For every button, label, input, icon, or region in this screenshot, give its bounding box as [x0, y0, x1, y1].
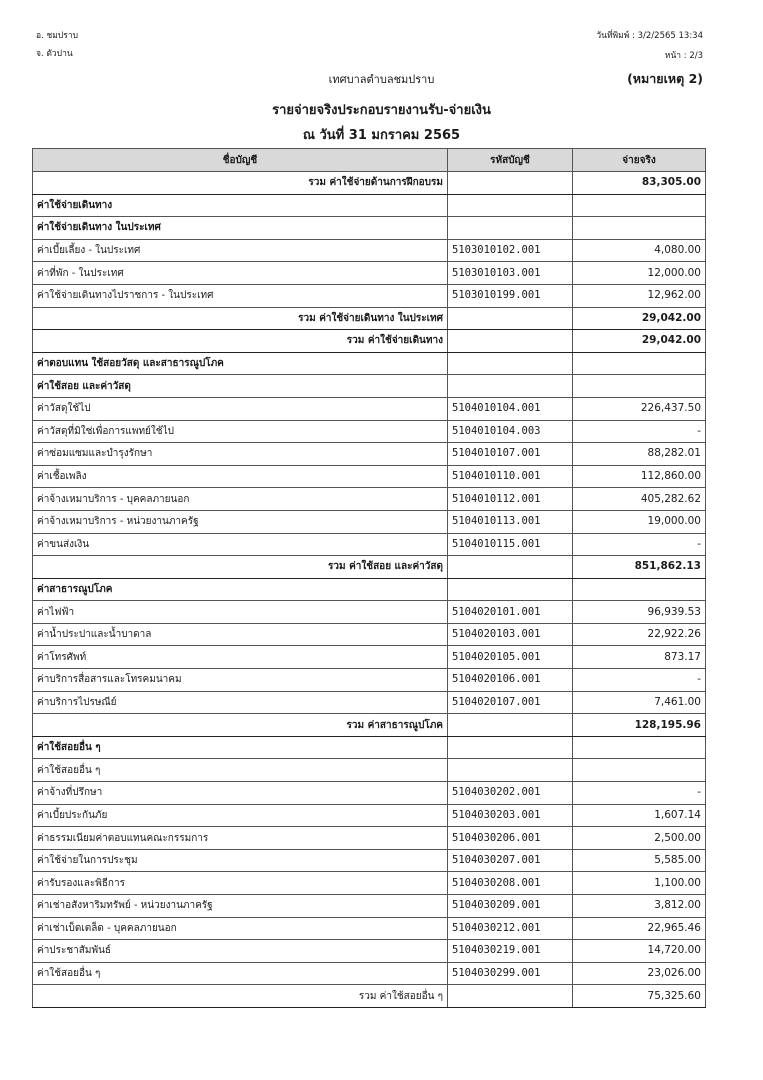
table-row	[33, 736, 706, 759]
amount-cell: 1,100.00	[573, 872, 706, 895]
account-name-cell: ค่าใช้สอย และค่าวัสดุ	[33, 375, 448, 398]
account-code-cell: 5104030202.001	[448, 782, 573, 805]
amount-cell: 5,585.00	[573, 849, 706, 872]
account-code-cell: 5103010199.001	[448, 284, 573, 307]
amount-cell: 22,965.46	[573, 917, 706, 940]
account-name-cell: รวม ค่าใช้จ่ายเดินทาง ในประเทศ	[33, 307, 448, 330]
amount-cell: 75,325.60	[573, 985, 706, 1008]
account-name-cell: ค่าที่พัก - ในประเทศ	[33, 262, 448, 285]
table-row	[33, 601, 706, 624]
table-row	[33, 217, 706, 240]
amount-cell	[573, 375, 706, 398]
account-name-cell: ค่าสาธารณูปโภค	[33, 578, 448, 601]
table-row	[33, 375, 706, 398]
amount-cell	[573, 759, 706, 782]
account-name-cell: ค่าขนส่งเงิน	[33, 533, 448, 556]
account-code-cell	[448, 985, 573, 1008]
account-name-cell: ค่าใช้จ่ายเดินทางไปราชการ - ในประเทศ	[33, 284, 448, 307]
page-number: หน้า : 2/3	[664, 51, 703, 61]
amount-cell: 29,042.00	[573, 307, 706, 330]
district-label: อ. ชมปราบ	[36, 31, 79, 41]
table-row	[33, 194, 706, 217]
table-row	[33, 646, 706, 669]
account-code-cell: 5104010115.001	[448, 533, 573, 556]
account-code-cell: 5104030203.001	[448, 804, 573, 827]
account-name-cell: ค่าใช้จ่ายเดินทาง	[33, 194, 448, 217]
account-name-cell: ค่ารับรองและพิธีการ	[33, 872, 448, 895]
table-row	[33, 420, 706, 443]
amount-cell: 851,862.13	[573, 556, 706, 579]
table-row	[33, 985, 706, 1008]
amount-cell	[573, 217, 706, 240]
table-row	[33, 556, 706, 579]
account-code-cell	[448, 194, 573, 217]
table-row	[33, 782, 706, 805]
account-name-cell: ค่าวัสดุที่มิใช่เพื่อการแพทย์ใช้ไป	[33, 420, 448, 443]
account-code-cell	[448, 330, 573, 353]
amount-cell: 4,080.00	[573, 239, 706, 262]
amount-cell: 14,720.00	[573, 940, 706, 963]
table-row	[33, 284, 706, 307]
account-code-cell	[448, 375, 573, 398]
table-row	[33, 578, 706, 601]
account-name-cell: ค่าไฟฟ้า	[33, 601, 448, 624]
table-row	[33, 895, 706, 918]
account-code-cell	[448, 578, 573, 601]
account-name-cell: รวม ค่าใช้จ่ายด้านการฝึกอบรม	[33, 172, 448, 195]
account-code-cell: 5104030219.001	[448, 940, 573, 963]
amount-cell: 7,461.00	[573, 691, 706, 714]
account-code-cell	[448, 352, 573, 375]
account-name-cell: ค่าโทรศัพท์	[33, 646, 448, 669]
account-name-cell: รวม ค่าใช้สอย และค่าวัสดุ	[33, 556, 448, 579]
account-code-cell: 5104010112.001	[448, 488, 573, 511]
account-name-cell: ค่าบริการสื่อสารและโทรคมนาคม	[33, 669, 448, 692]
account-name-cell: ค่าตอบแทน ใช้สอยวัสดุ และสาธารณูปโภค	[33, 352, 448, 375]
amount-cell: 2,500.00	[573, 827, 706, 850]
account-name-cell: ค่าจ้างเหมาบริการ - บุคคลภายนอก	[33, 488, 448, 511]
account-code-cell	[448, 172, 573, 195]
table-row	[33, 443, 706, 466]
amount-cell: -	[573, 669, 706, 692]
account-name-cell: ค่าใช้สอยอื่น ๆ	[33, 962, 448, 985]
account-code-cell	[448, 556, 573, 579]
table-row	[33, 714, 706, 737]
account-code-cell	[448, 217, 573, 240]
amount-cell: 83,305.00	[573, 172, 706, 195]
account-code-cell: 5103010102.001	[448, 239, 573, 262]
print-date: วันที่พิมพ์ : 3/2/2565 13:34	[596, 31, 703, 41]
amount-cell: 19,000.00	[573, 510, 706, 533]
table-row	[33, 691, 706, 714]
account-code-cell: 5103010103.001	[448, 262, 573, 285]
note-label: (หมายเหตุ 2)	[627, 71, 703, 86]
account-name-cell: ค่าวัสดุใช้ไป	[33, 397, 448, 420]
account-name-cell: ค่าเชื้อเพลิง	[33, 465, 448, 488]
column-header-account-name: ชื่อบัญชี	[33, 149, 448, 172]
table-row	[33, 172, 706, 195]
table-header-row	[33, 149, 706, 172]
amount-cell	[573, 578, 706, 601]
table-row	[33, 239, 706, 262]
table-row	[33, 510, 706, 533]
amount-cell	[573, 194, 706, 217]
table-row	[33, 669, 706, 692]
amount-cell: 96,939.53	[573, 601, 706, 624]
account-code-cell	[448, 736, 573, 759]
account-name-cell: ค่าบริการไปรษณีย์	[33, 691, 448, 714]
account-code-cell: 5104020103.001	[448, 623, 573, 646]
account-name-cell: ค่าเช่าเบ็ดเตล็ด - บุคคลภายนอก	[33, 917, 448, 940]
table-row	[33, 488, 706, 511]
table-row	[33, 872, 706, 895]
table-row	[33, 352, 706, 375]
amount-cell: 112,860.00	[573, 465, 706, 488]
amount-cell: -	[573, 782, 706, 805]
amount-cell: -	[573, 533, 706, 556]
account-name-cell: รวม ค่าใช้สอยอื่น ๆ	[33, 985, 448, 1008]
table-row	[33, 397, 706, 420]
account-name-cell: ค่าประชาสัมพันธ์	[33, 940, 448, 963]
amount-cell: 22,922.26	[573, 623, 706, 646]
account-name-cell: ค่าจ้างเหมาบริการ - หน่วยงานภาครัฐ	[33, 510, 448, 533]
account-name-cell: ค่าเบี้ยประกันภัย	[33, 804, 448, 827]
account-code-cell: 5104020107.001	[448, 691, 573, 714]
amount-cell: 23,026.00	[573, 962, 706, 985]
table-row	[33, 330, 706, 353]
account-code-cell: 5104030208.001	[448, 872, 573, 895]
amount-cell: -	[573, 420, 706, 443]
amount-cell: 873.17	[573, 646, 706, 669]
table-row	[33, 804, 706, 827]
account-code-cell	[448, 714, 573, 737]
account-code-cell	[448, 307, 573, 330]
report-title: รายจ่ายจริงประกอบรายงานรับ-จ่ายเงิน	[272, 103, 491, 118]
account-code-cell: 5104010113.001	[448, 510, 573, 533]
account-code-cell: 5104010107.001	[448, 443, 573, 466]
account-code-cell: 5104010104.001	[448, 397, 573, 420]
table-row	[33, 623, 706, 646]
organization-name: เทศบาลตำบลชมปราบ	[328, 73, 435, 86]
account-name-cell: รวม ค่าสาธารณูปโภค	[33, 714, 448, 737]
account-code-cell: 5104020105.001	[448, 646, 573, 669]
account-code-cell: 5104010104.003	[448, 420, 573, 443]
amount-cell: 128,195.96	[573, 714, 706, 737]
account-code-cell: 5104020101.001	[448, 601, 573, 624]
account-name-cell: ค่าซ่อมแซมและบำรุงรักษา	[33, 443, 448, 466]
table-row	[33, 962, 706, 985]
account-name-cell: ค่าใช้จ่ายเดินทาง ในประเทศ	[33, 217, 448, 240]
amount-cell	[573, 352, 706, 375]
account-name-cell: ค่าใช้จ่ายในการประชุม	[33, 849, 448, 872]
amount-cell	[573, 736, 706, 759]
table-row	[33, 940, 706, 963]
expense-table	[32, 148, 706, 1008]
account-code-cell: 5104030212.001	[448, 917, 573, 940]
table-row	[33, 759, 706, 782]
account-name-cell: ค่าใช้สอยอื่น ๆ	[33, 759, 448, 782]
account-code-cell: 5104030299.001	[448, 962, 573, 985]
account-name-cell: ค่าเช่าอสังหาริมทรัพย์ - หน่วยงานภาครัฐ	[33, 895, 448, 918]
account-name-cell: รวม ค่าใช้จ่ายเดินทาง	[33, 330, 448, 353]
account-code-cell: 5104030209.001	[448, 895, 573, 918]
account-code-cell	[448, 759, 573, 782]
table-row	[33, 917, 706, 940]
table-row	[33, 849, 706, 872]
account-code-cell: 5104020106.001	[448, 669, 573, 692]
account-code-cell: 5104030206.001	[448, 827, 573, 850]
amount-cell: 226,437.50	[573, 397, 706, 420]
account-code-cell: 5104030207.001	[448, 849, 573, 872]
table-row	[33, 827, 706, 850]
account-name-cell: ค่าเบี้ยเลี้ยง - ในประเทศ	[33, 239, 448, 262]
account-name-cell: ค่าใช้สอยอื่น ๆ	[33, 736, 448, 759]
table-row	[33, 307, 706, 330]
column-header-amount: จ่ายจริง	[573, 149, 706, 172]
report-date: ณ วันที่ 31 มกราคม 2565	[302, 128, 461, 143]
account-code-cell: 5104010110.001	[448, 465, 573, 488]
amount-cell: 3,812.00	[573, 895, 706, 918]
amount-cell: 12,000.00	[573, 262, 706, 285]
amount-cell: 1,607.14	[573, 804, 706, 827]
account-name-cell: ค่าธรรมเนียมค่าตอบแทนคณะกรรมการ	[33, 827, 448, 850]
account-name-cell: ค่าจ้างที่ปรึกษา	[33, 782, 448, 805]
amount-cell: 12,962.00	[573, 284, 706, 307]
amount-cell: 29,042.00	[573, 330, 706, 353]
table-row	[33, 533, 706, 556]
table-row	[33, 262, 706, 285]
amount-cell: 405,282.62	[573, 488, 706, 511]
table-body	[33, 172, 706, 1008]
amount-cell: 88,282.01	[573, 443, 706, 466]
account-name-cell: ค่าน้ำประปาและน้ำบาดาล	[33, 623, 448, 646]
column-header-account-code: รหัสบัญชี	[448, 149, 573, 172]
province-label: จ. ตัวปาน	[36, 49, 73, 59]
table-row	[33, 465, 706, 488]
